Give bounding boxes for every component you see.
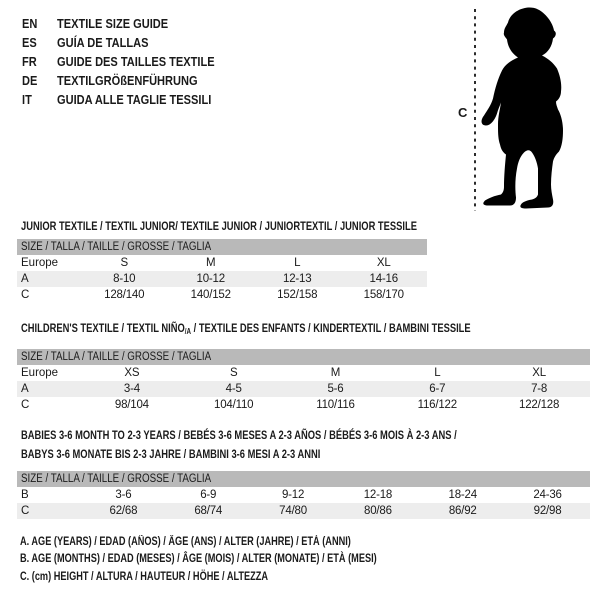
language-title-list bbox=[22, 14, 242, 109]
cell: L bbox=[434, 367, 441, 379]
cell: 62/68 bbox=[109, 505, 138, 517]
cell: XL bbox=[532, 367, 546, 379]
lang-code: FR bbox=[22, 54, 37, 69]
cell: 122/128 bbox=[519, 399, 560, 411]
cell: 158/170 bbox=[363, 289, 404, 301]
table-row bbox=[17, 271, 427, 287]
table-row bbox=[17, 381, 590, 397]
footnote-b: B. AGE (MONTHS) / EDAD (MESES) / ÂGE (MOIS) / ALTER (MONATE) / ETÀ (MESI) bbox=[20, 553, 377, 566]
table-row bbox=[17, 365, 590, 381]
row-label: A bbox=[21, 273, 29, 285]
size-header-label: SIZE / TALLA / TAILLE / GRÖSSE / TAGLIA bbox=[21, 241, 212, 253]
cell: M bbox=[330, 367, 341, 379]
table-row bbox=[17, 255, 427, 271]
row-label: A bbox=[21, 383, 29, 395]
cell: 14-16 bbox=[369, 273, 398, 285]
cell: L bbox=[294, 257, 301, 269]
cell: XS bbox=[124, 367, 140, 379]
lang-code: IT bbox=[22, 92, 32, 107]
size-header-bar bbox=[17, 239, 427, 255]
cell: 12-18 bbox=[363, 489, 393, 501]
cell: XL bbox=[376, 257, 391, 269]
babies-title-line2: BABYS 3-6 MONATE BIS 2-3 JAHRE / BAMBINI 3-6 MESI A 2-3 ANNI bbox=[21, 447, 321, 461]
cell: 128/140 bbox=[104, 289, 145, 301]
cell: 92/98 bbox=[533, 505, 562, 517]
lang-row-fr bbox=[22, 52, 242, 71]
table-row bbox=[17, 287, 427, 303]
cell: 4-5 bbox=[225, 383, 242, 395]
cell: 18-24 bbox=[448, 489, 477, 501]
lang-code: ES bbox=[22, 35, 37, 50]
cell: 104/110 bbox=[214, 399, 254, 411]
row-label: C bbox=[21, 505, 30, 517]
table-row bbox=[17, 487, 590, 503]
children-title-main: CHILDREN'S TEXTILE / TEXTIL NIÑO bbox=[21, 321, 185, 335]
cell: 9-12 bbox=[281, 489, 305, 501]
children-table-title bbox=[21, 319, 471, 341]
cell: 86/92 bbox=[448, 505, 477, 517]
cell: 8-10 bbox=[113, 273, 136, 285]
lang-title: TEXTILE SIZE GUIDE bbox=[57, 16, 169, 31]
size-header-bar bbox=[17, 471, 590, 487]
toddler-silhouette-image bbox=[480, 6, 572, 210]
footnote-c: C. (cm) HEIGHT / ALTURA / HAUTEUR / HÖHE / ALTEZZA bbox=[20, 570, 269, 583]
cell: 3-6 bbox=[115, 489, 132, 501]
height-measure-label: C bbox=[458, 105, 468, 120]
cell: 116/122 bbox=[417, 399, 457, 411]
junior-size-table bbox=[17, 239, 427, 303]
lang-row-de bbox=[22, 71, 242, 90]
cell: 10-12 bbox=[196, 273, 225, 285]
cell: M bbox=[206, 257, 216, 269]
children-title-subscript: /A bbox=[184, 327, 192, 336]
lang-title: GUIDA ALLE TAGLIE TESSILI bbox=[57, 92, 212, 107]
row-label: C bbox=[21, 289, 30, 301]
lang-row-es bbox=[22, 33, 242, 52]
babies-table-title bbox=[21, 426, 457, 464]
cell: 24-36 bbox=[533, 489, 562, 501]
lang-title: GUIDE DES TAILLES TEXTILE bbox=[57, 54, 215, 69]
cell: 6-7 bbox=[429, 383, 446, 395]
lang-title: TEXTILGRÖßENFÜHRUNG bbox=[57, 73, 198, 88]
cell: S bbox=[120, 257, 128, 269]
cell: 98/104 bbox=[114, 399, 149, 411]
row-label: Europe bbox=[21, 367, 59, 379]
cell: 140/152 bbox=[190, 289, 231, 301]
size-header-label: SIZE / TALLA / TAILLE / GRÖSSE / TAGLIA bbox=[21, 473, 212, 485]
children-title-rest: / TEXTILE DES ENFANTS / KINDERTEXTIL / BAMBINI TESSILE bbox=[191, 321, 471, 335]
cell: 7-8 bbox=[531, 383, 548, 395]
row-label: B bbox=[21, 489, 29, 501]
lang-row-en bbox=[22, 14, 242, 33]
row-label: Europe bbox=[21, 257, 59, 269]
children-size-table bbox=[17, 349, 590, 413]
table-row bbox=[17, 397, 590, 413]
babies-title-line1: BABIES 3-6 MONTH TO 2-3 YEARS / BEBÉS 3-6 MESES A 2-3 AÑOS / BÉBÉS 3-6 MOIS À 2-3 ANS / bbox=[21, 428, 457, 442]
lang-row-it bbox=[22, 90, 242, 109]
lang-title: GUÍA DE TALLAS bbox=[57, 35, 149, 50]
babies-size-table bbox=[17, 471, 590, 519]
cell: 152/158 bbox=[277, 289, 318, 301]
cell: S bbox=[229, 367, 238, 379]
junior-table-title: JUNIOR TEXTILE / TEXTIL JUNIOR/ TEXTILE JUNIOR / JUNIORTEXTIL / JUNIOR TESSILE bbox=[21, 219, 417, 233]
cell: 6-9 bbox=[200, 489, 217, 501]
footnotes bbox=[20, 534, 377, 586]
cell: 5-6 bbox=[327, 383, 344, 395]
height-measure-dashed-line bbox=[473, 8, 477, 212]
lang-code: EN bbox=[22, 16, 38, 31]
cell: 12-13 bbox=[283, 273, 312, 285]
size-header-bar bbox=[17, 349, 590, 365]
table-row bbox=[17, 503, 590, 519]
row-label: C bbox=[21, 399, 30, 411]
cell: 110/116 bbox=[316, 399, 355, 411]
footnote-a: A. AGE (YEARS) / EDAD (AÑOS) / ÂGE (ANS) / ALTER (JAHRE) / ETÀ (ANNI) bbox=[20, 536, 351, 548]
cell: 3-4 bbox=[123, 383, 140, 395]
cell: 74/80 bbox=[279, 505, 307, 517]
lang-code: DE bbox=[22, 73, 38, 88]
size-header-label: SIZE / TALLA / TAILLE / GRÖSSE / TAGLIA bbox=[21, 351, 212, 363]
cell: 80/86 bbox=[364, 505, 392, 517]
cell: 68/74 bbox=[194, 505, 223, 517]
